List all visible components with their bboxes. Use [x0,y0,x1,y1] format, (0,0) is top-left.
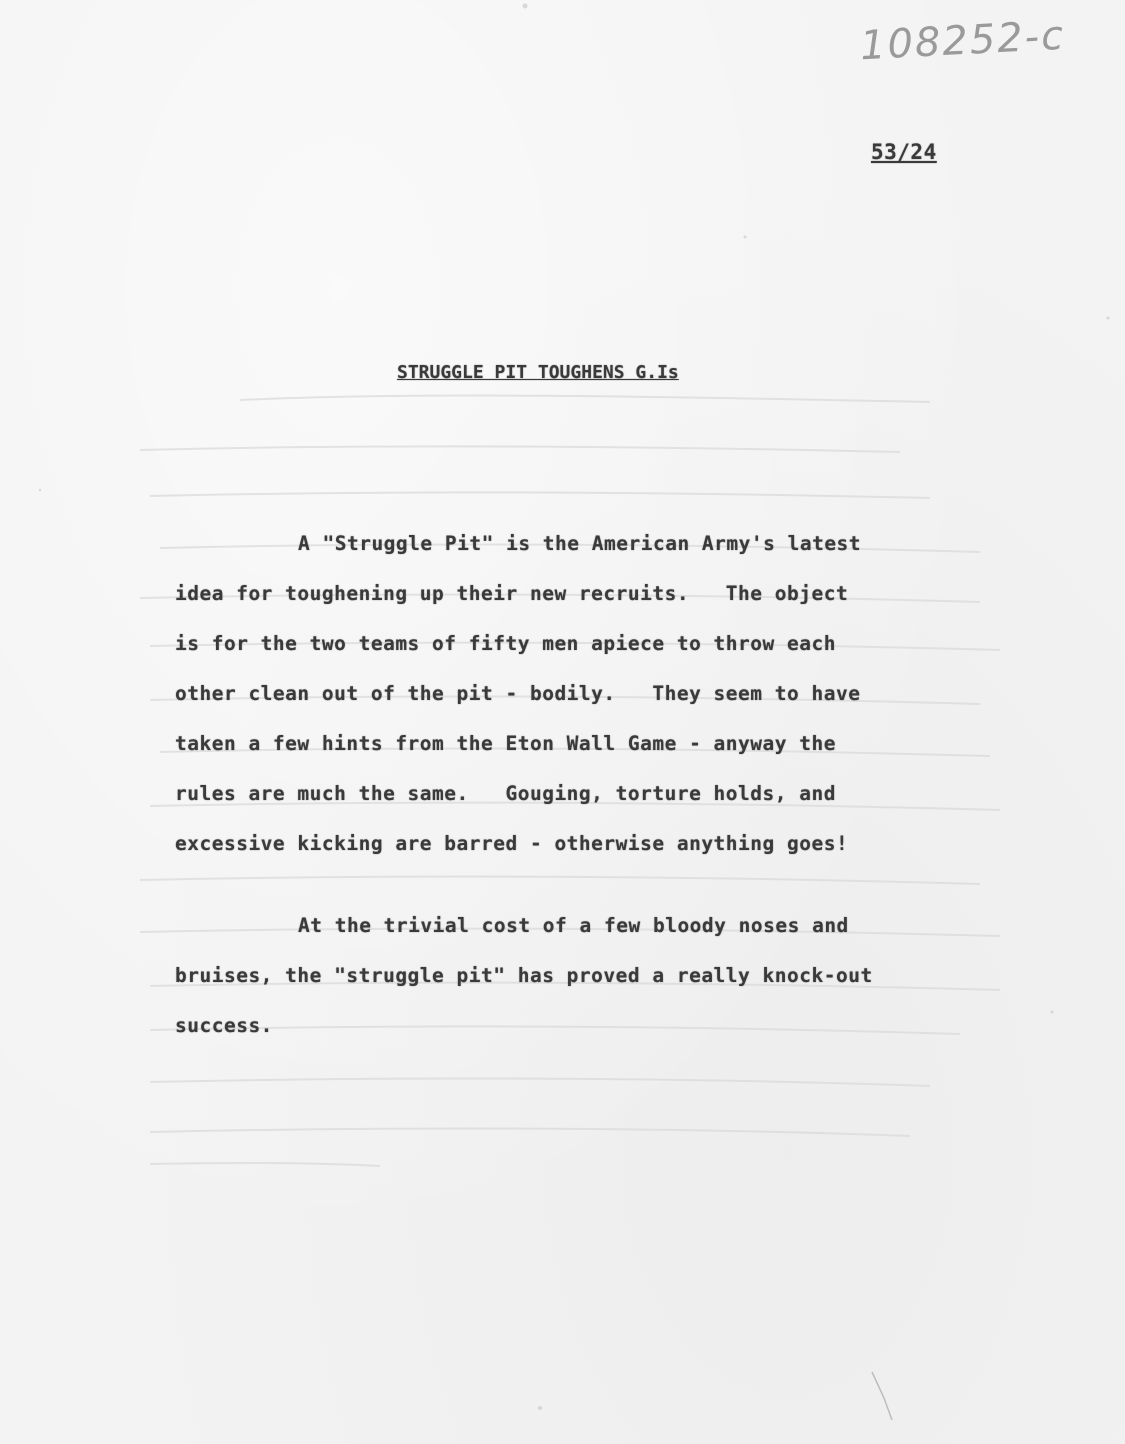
text-line: rules are much the same. Gouging, torture holds, and [175,782,836,805]
archive-number: 108252-c [858,12,1067,70]
text-line: success. [175,1014,273,1037]
text-line: idea for toughening up their new recruits. The object [175,582,849,605]
text-line: taken a few hints from the Eton Wall Game - anyway the [175,732,836,755]
text-line: other clean out of the pit - bodily. They seem to have [175,682,861,705]
text-line: excessive kicking are barred - otherwise anything goes! [175,832,849,855]
text-line: is for the two teams of fifty men apiece to throw each [175,632,836,655]
text-line: A "Struggle Pit" is the American Army's latest [298,532,862,555]
text-line: bruises, the "struggle pit" has proved a really knock-out [175,964,873,987]
text-line: At the trivial cost of a few bloody noses and [298,914,849,937]
document-title: STRUGGLE PIT TOUGHENS G.Is [397,362,679,383]
page-reference: 53/24 [871,140,937,164]
